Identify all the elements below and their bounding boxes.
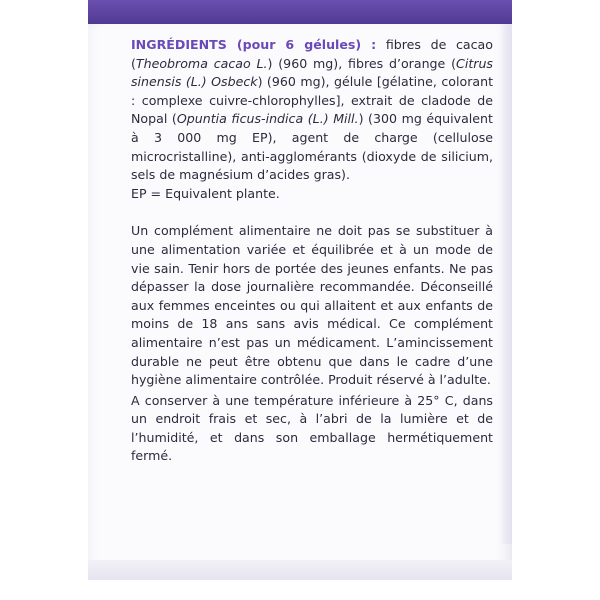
label-text-block (131, 36, 493, 466)
box-right-edge (500, 24, 512, 544)
ingredients-paragraph (131, 36, 493, 185)
storage-paragraph: A conserver à une température inférieure à 25° C, dans un endroit frais et sec, à l’abri de la lumière et de l’humidité, et dans son emballage hermétiquement fermé. (131, 392, 493, 464)
warnings-paragraph: Un complément alimentaire ne doit pas se substituer à une alimentation variée et équilibrée et à un mode de vie sain. Tenir hors de portée des jeunes enfants. Ne pas dépasser la dose journalière recommandée. Déconseillé aux femmes enceintes ou qui allaitent et aux enfants de moins de 18 ans sans avis médical. Ce complément alimentaire n’est pas un médicament. L’amincissement durable ne peut être obtenu que dans le cadre d’une hygiène alimentaire contrôlée. Produit réservé à l’adulte. (131, 223, 493, 388)
box-top-band (88, 0, 512, 24)
ingredients-heading: INGRÉDIENTS (pour 6 gélules) : (131, 37, 377, 52)
ingredient-latin-orange: Citrus sinensis (L.) Osbeck (131, 55, 493, 90)
box-bottom-strip (88, 560, 512, 580)
ingredients-text-3: ) (960 mg), gélule [gélatine, colorant : complexe cuivre-chlorophylles], extrait de cladode de Nopal ( (131, 74, 494, 127)
ingredients-text-4: ) (300 mg équivalent à 3 000 mg EP), agent de charge (cellulose microcristalline), anti-agglomérants (dioxyde de silicium, sels de magnésium d’acides gras). (131, 111, 493, 183)
ingredient-latin-cacao: Theobroma cacao L. (135, 55, 268, 71)
ingredient-latin-nopal: Opuntia ficus-indica (L.) Mill. (176, 111, 359, 127)
ingredients-text-2: ) (960 mg), fibres d’orange ( (267, 55, 457, 71)
ingredients-text-1: fibres de cacao ( (131, 37, 493, 71)
ep-note: EP = Equivalent plante. (131, 185, 280, 201)
